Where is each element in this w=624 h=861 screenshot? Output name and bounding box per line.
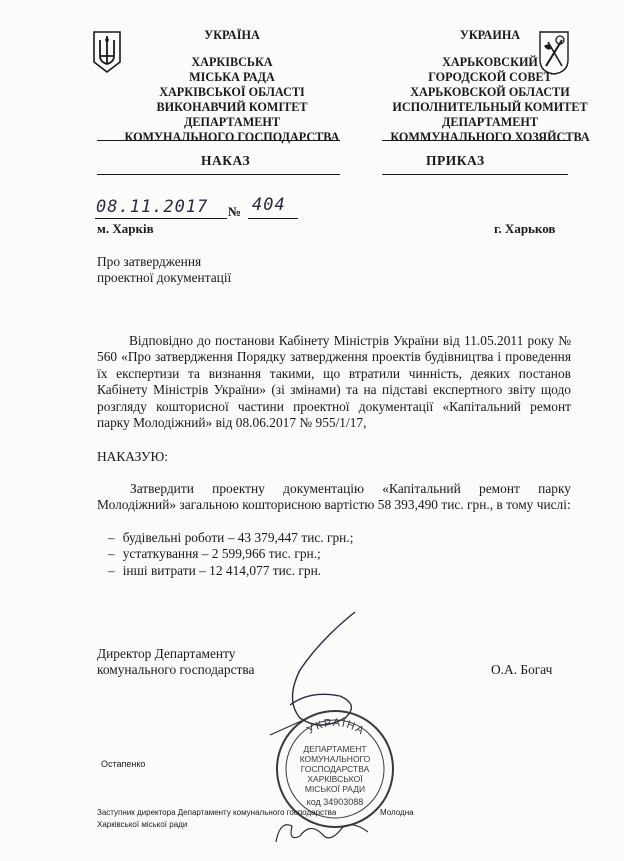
header-left-line: ВИКОНАВЧИЙ КОМІТЕТ: [156, 100, 308, 114]
header-right-line: ГОРОДСКОЙ СОВЕТ: [428, 70, 552, 84]
cost-list: [108, 530, 353, 579]
header-right-line: ХАРЬКОВСКОЙ ОБЛАСТИ: [410, 85, 570, 99]
subject: [97, 254, 231, 287]
number-underline: [248, 218, 298, 219]
city-ru: г. Харьков: [494, 221, 556, 236]
order-title-ua: НАКАЗ: [201, 153, 251, 168]
header-rule-right: [382, 140, 568, 141]
decision-paragraph: Затвердити проектну документацію «Капітальний ремонт парку Молодіжний» загальною кошторисною вартістю 58 393,490 тис. грн., в тому числі:: [97, 481, 571, 513]
footer-signature: [270, 812, 380, 850]
footer-line: Харківської міської ради: [97, 820, 188, 829]
list-item: [108, 530, 353, 546]
header-left-country: УКРАЇНА: [204, 28, 260, 42]
stamp-line: МІСЬКОЇ РАДИ: [304, 784, 366, 794]
header-right-line: ХАРЬКОВСКИЙ: [442, 55, 538, 69]
title-rule-right: [382, 174, 568, 175]
list-item: [108, 563, 353, 579]
header-left-line: ХАРКІВСЬКОЇ ОБЛАСТІ: [159, 85, 305, 99]
title-rule-left: [97, 174, 340, 175]
header-rule-left: [97, 140, 340, 141]
header-right-line: ДЕПАРТАМЕНТ: [442, 115, 538, 129]
header-right-line: ИСПОЛНИТЕЛЬНЫЙ КОМИТЕТ: [392, 100, 588, 114]
list-item-text: інші витрати – 12 414,077 тис. грн.: [122, 562, 322, 578]
header-left-line: КОМУНАЛЬНОГО ГОСПОДАРСТВА: [124, 130, 340, 144]
header-left-line: ХАРКІВСЬКА: [191, 55, 273, 69]
preamble-paragraph: Відповідно до постанови Кабінету Міністрів України від 11.05.2011 року № 560 «Про затвердження Порядку затвердження проектів будівництва і проведення їх експертизи та визнання такими, що втратили чинність, деяких постанов Кабінету Міністрів України» (зі змінами) та на підставі експертного звіту щодо розгляду кошторисної частини проектної документації «Капітальний ремонт парку Молодіжний» від 08.06.2017 № 955/1/17,: [97, 333, 571, 431]
header-left: [100, 28, 364, 145]
order-number: 404: [252, 195, 286, 215]
header-left-line: МІСЬКА РАДА: [189, 70, 275, 84]
list-item-text: будівельні роботи – 43 379,447 тис. грн.;: [122, 530, 354, 545]
list-bullet: –: [108, 546, 115, 562]
stamp-line: ГОСПОДАРСТВА: [300, 764, 370, 774]
list-bullet: –: [108, 530, 115, 545]
signatory-position-line: комунального господарства: [97, 662, 255, 678]
list-item: [108, 546, 353, 562]
footer-line: Заступник директора Департаменту комунального господарства: [97, 808, 337, 817]
header-right: [358, 28, 622, 145]
order-title-ru: ПРИКАЗ: [426, 153, 485, 168]
order-date: 08.11.2017: [96, 197, 209, 217]
signatory-position-line: Директор Департаменту: [97, 646, 236, 661]
stamp-line: КОМУНАЛЬНОГО: [299, 754, 371, 764]
header-right-country: УКРАИНА: [459, 28, 521, 42]
stamp-code: код 34903088: [306, 797, 364, 807]
header-right-line: КОММУНАЛЬНОГО ХОЗЯЙСТВА: [390, 130, 590, 144]
header-left-line: ДЕПАРТАМЕНТ: [184, 115, 280, 129]
footer-line-tail: Молодна: [380, 808, 414, 817]
subject-line: Про затвердження: [97, 254, 202, 269]
stamp-top-text: УКРАЇНА: [305, 716, 368, 738]
order-word: НАКАЗУЮ:: [97, 449, 168, 464]
number-label: №: [228, 204, 242, 219]
subject-line: проектної документації: [97, 270, 232, 286]
date-underline: [95, 218, 227, 219]
list-bullet: –: [108, 562, 115, 578]
signatory-name: О.А. Богач: [491, 662, 553, 677]
executor-name: Остапенко: [101, 759, 146, 769]
city-ua: м. Харків: [97, 221, 154, 236]
stamp-line: ХАРКІВСЬКОЇ: [307, 774, 363, 784]
list-item-text: устаткування – 2 599,966 тис. грн.;: [122, 546, 321, 562]
stamp-line: ДЕПАРТАМЕНТ: [303, 744, 367, 754]
